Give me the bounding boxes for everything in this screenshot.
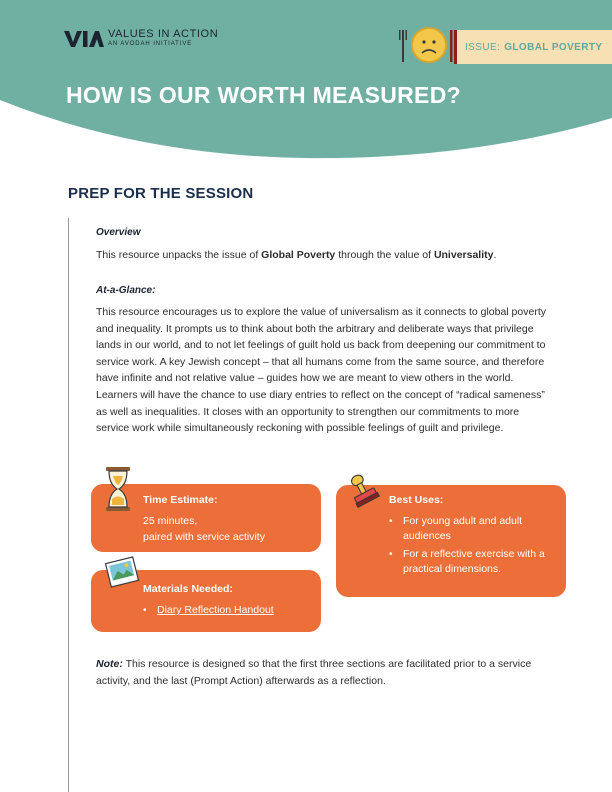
via-logo (64, 28, 218, 50)
hourglass-icon (104, 466, 132, 512)
via-logo-mark (64, 28, 104, 50)
diary-handout-link[interactable]: Diary Reflection Handout (157, 604, 274, 616)
overview-heading: Overview (96, 227, 141, 238)
left-divider (68, 218, 69, 792)
materials-title: Materials Needed: (143, 583, 233, 595)
materials-list (143, 603, 313, 621)
best-uses-list (389, 514, 557, 580)
materials-item[interactable] (143, 603, 313, 618)
issue-value: GLOBAL POVERTY (504, 41, 603, 53)
best-uses-title: Best Uses: (389, 494, 444, 506)
issue-label: ISSUE: (465, 41, 501, 53)
best-uses-item: • For young adult and adult audiences (389, 514, 557, 544)
best-uses-item: • For a reflective exercise with a practical dimensions. (389, 547, 557, 577)
logo-subtitle: AN AVODAH INITIATIVE (108, 41, 193, 47)
overview-text: This resource unpacks the issue of Global Poverty through the value of Universality. (96, 249, 497, 261)
glance-heading: At-a-Glance: (96, 285, 156, 296)
overview-bold-issue: Global Poverty (261, 249, 336, 261)
header-banner (0, 0, 612, 160)
section-title: PREP FOR THE SESSION (68, 185, 254, 202)
logo-title: VALUES IN ACTION (108, 28, 219, 40)
note-text: This resource is designed so that the first three sections are facilitated prior to a service activity, and the last (Prompt Action) afterwards as a reflection. (96, 658, 532, 687)
stamp-icon (345, 472, 381, 510)
session-note (96, 656, 548, 689)
overview-bold-value: Universality (433, 249, 494, 261)
page-title: HOW IS OUR WORTH MEASURED? (66, 82, 461, 108)
glance-text: This resource encourages us to explore the value of universalism as it connects to global poverty and inequality. It prompts us to think about both the arbitrary and deliberate ways that privilege lands in our world, and to not let feelings of guilt hold us back from deepening our commitment to service work. A key Jewish concept – that all humans come from the same source, and therefore have infinite and not relative value – guides how we are meant to view others in the world. Learners will have the chance to use diary entries to reflect on the concept of “radical sameness” as well as inequalities. It closes with an opportunity to strengthen our commitments to more service work while simultaneously reckoning with possible feelings of guilt and privilege. (96, 306, 546, 435)
time-estimate-title: Time Estimate: (143, 494, 218, 506)
plate-sad-face-icon (398, 26, 456, 66)
issue-badge (454, 30, 612, 64)
photo-icon (104, 554, 140, 590)
time-estimate-text: 25 minutes, paired with service activity (143, 515, 265, 543)
note-label: Note: (96, 658, 123, 670)
